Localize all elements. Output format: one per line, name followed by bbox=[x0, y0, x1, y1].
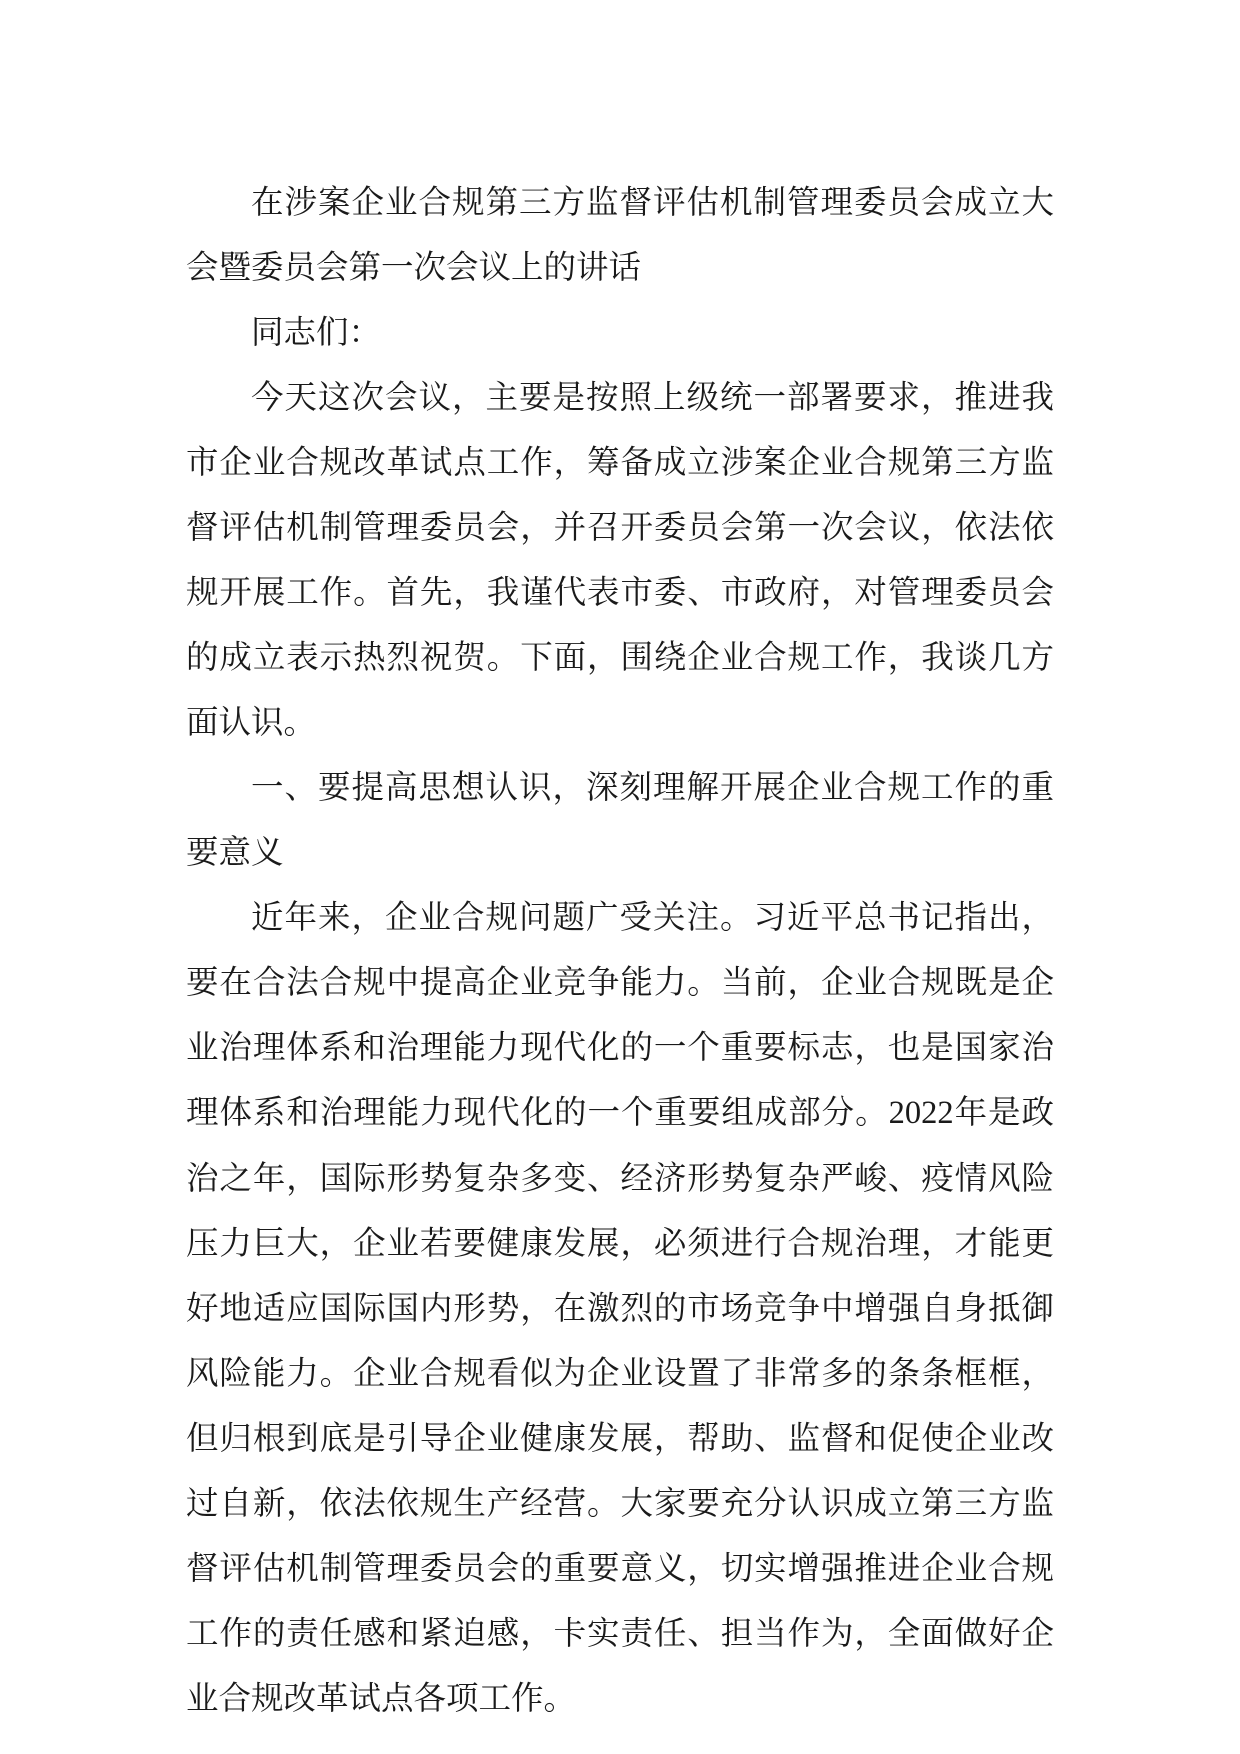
paragraph-section-1-part2: 年是政治之年，国际形势复杂多变、经济形势复杂严峻、疫情风险压力巨大，企业若要健康发展，必须进行合规治理，才能更好地适应国际国内形势，在激烈的市场竞争中增强自身抵御风险能力。企业合规看似为企业设置了非常多的条条框框，但归根到底是引导企业健康发展，帮助、监督和促使企业改过自新，依法依规生产经营。大家要充分认识成立第三方监督评估机制管理委员会的重要意义，切实增强推进企业合规工作的责任感和紧迫感，卡实责任、担当作为，全面做好企业合规改革试点各项工作。 bbox=[186, 1093, 1054, 1717]
paragraph-section-1 bbox=[186, 885, 1054, 1731]
document-title: 在涉案企业合规第三方监督评估机制管理委员会成立大会暨委员会第一次会议上的讲话 bbox=[186, 183, 1054, 286]
paragraph-intro: 今天这次会议，主要是按照上级统一部署要求，推进我市企业合规改革试点工作，筹备成立涉案企业合规第三方监督评估机制管理委员会，并召开委员会第一次会议，依法依规开展工作。首先，我谨代表市委、市政府，对管理委员会的成立表示热烈祝贺。下面，围绕企业合规工作，我谈几方面认识。 bbox=[186, 378, 1054, 741]
year-number: 2022 bbox=[888, 1095, 954, 1131]
document-body bbox=[186, 170, 1054, 1731]
paragraph-section-1-part1: 近年来，企业合规问题广受关注。习近平总书记指出，要在合法合规中提高企业竞争能力。当前，企业合规既是企业治理体系和治理能力现代化的一个重要标志，也是国家治理体系和治理能力现代化的一个重要组成部分。 bbox=[186, 898, 1054, 1131]
salutation: 同志们： bbox=[251, 313, 382, 351]
section-heading-1: 一、要提高思想认识，深刻理解开展企业合规工作的重要意义 bbox=[186, 768, 1054, 871]
